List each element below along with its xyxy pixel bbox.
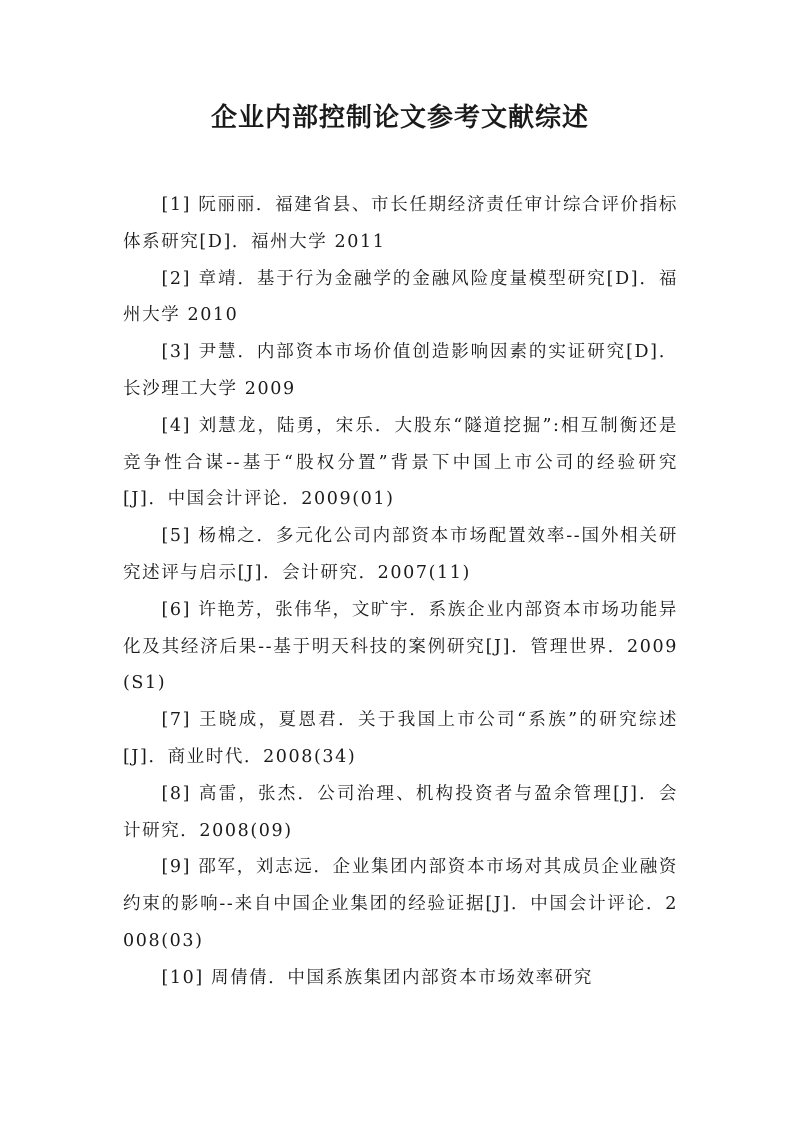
reference-list [123,187,678,997]
reference-item: [4] 刘慧龙，陆勇，宋乐．大股东“隧道挖掘”:相互制衡还是竞争性合谋--基于“股权分置”背景下中国上市公司的经验研究[J]．中国会计评论．2009(01) [123,415,678,510]
reference-item: [9] 邵军，刘志远．企业集团内部资本市场对其成员企业融资约束的影响--来自中国企业集团的经验证据[J]．中国会计评论．2008(03) [123,857,678,951]
reference-item: [8] 高雷，张杰．公司治理、机构投资者与盈余管理[J]．会计研究．2008(09) [123,783,678,841]
document-title: 企业内部控制论文参考文献综述 [210,103,589,133]
reference-item: [1] 阮丽丽．福建省县、市长任期经济责任审计综合评价指标体系研究[D]．福州大学 2011 [123,195,678,252]
reference-item: [2] 章靖．基于行为金融学的金融风险度量模型研究[D]．福州大学 2010 [123,268,678,326]
reference-item: [7] 王晓成，夏恩君．关于我国上市公司“系族”的研究综述[J]．商业时代．2008(34) [123,710,678,767]
reference-item: [6] 许艳芳，张伟华，文旷宇．系族企业内部资本市场功能异化及其经济后果--基于明天科技的案例研究[J]．管理世界．2009(S1) [123,599,678,694]
reference-item: [10] 周倩倩．中国系族集团内部资本市场效率研究 [161,967,593,988]
reference-item: [5] 杨棉之．多元化公司内部资本市场配置效率--国外相关研究述评与启示[J]．会计研究．2007(11) [123,526,678,583]
reference-item: [3] 尹慧．内部资本市场价值创造影响因素的实证研究[D]．长沙理工大学 2009 [123,342,678,399]
